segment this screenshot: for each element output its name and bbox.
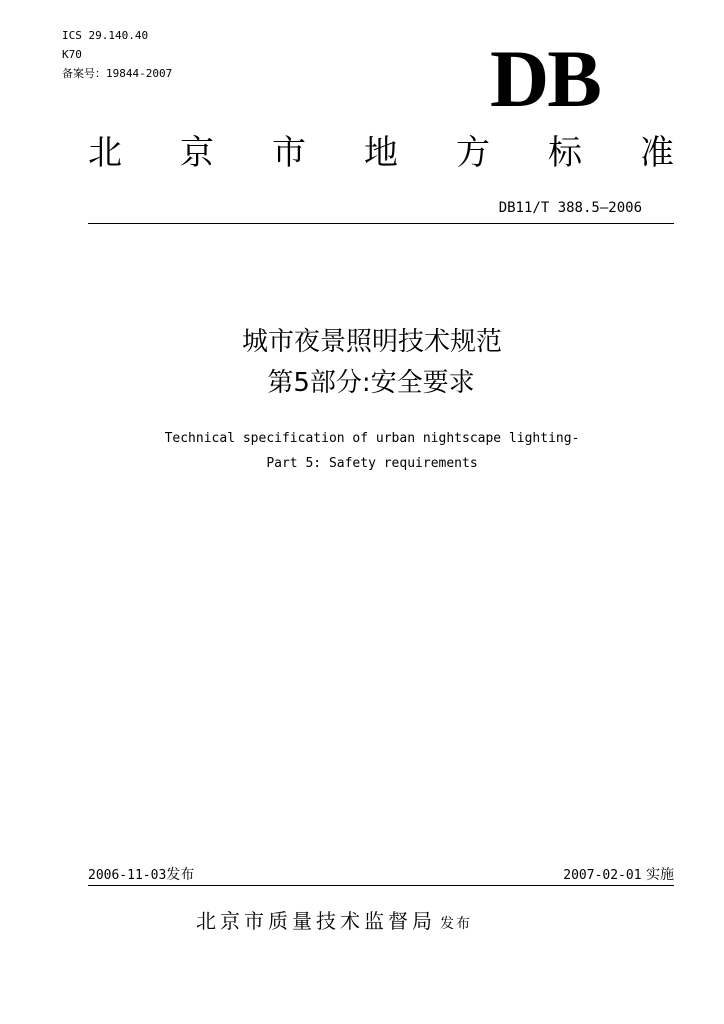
ics-code: ICS 29.140.40 [62, 29, 149, 42]
db-logo: DB [490, 33, 600, 124]
standard-type-char: 地 [364, 133, 398, 173]
standard-type-char: 准 [640, 133, 674, 173]
standard-type-char: 方 [456, 133, 490, 173]
record-number: 备案号：19844-2007 [62, 67, 173, 80]
title-en-line2: Part 5: Safety requirements [266, 456, 478, 471]
issuer-org: 北京市质量技术监督局 [196, 909, 436, 933]
standard-type-char: 京 [180, 133, 214, 173]
issue-date-block [88, 865, 194, 886]
issue-label: 发布 [166, 867, 195, 883]
standard-type-char: 市 [272, 133, 306, 173]
header-meta [62, 26, 172, 83]
implement-label: 实施 [646, 867, 674, 883]
category-code: K70 [62, 48, 82, 61]
issuer-action: 发布 [440, 916, 472, 932]
issue-date: 2006-11-03 [88, 868, 167, 883]
standard-type [88, 130, 674, 176]
title-en-line1: Technical specification of urban nightscape lighting- [164, 431, 580, 446]
top-divider [88, 223, 674, 224]
bottom-divider [88, 885, 674, 886]
implement-date-block [563, 865, 674, 886]
title-cn-line2: 第5部分:安全要求 [267, 368, 475, 398]
issuer-block [196, 906, 472, 939]
implement-date: 2007-02-01 [563, 868, 642, 883]
standard-type-char: 标 [548, 133, 582, 173]
standard-code: DB11/T 388.5—2006 [498, 200, 642, 216]
title-cn-line1: 城市夜景照明技术规范 [241, 327, 502, 357]
standard-type-char: 北 [88, 133, 122, 173]
